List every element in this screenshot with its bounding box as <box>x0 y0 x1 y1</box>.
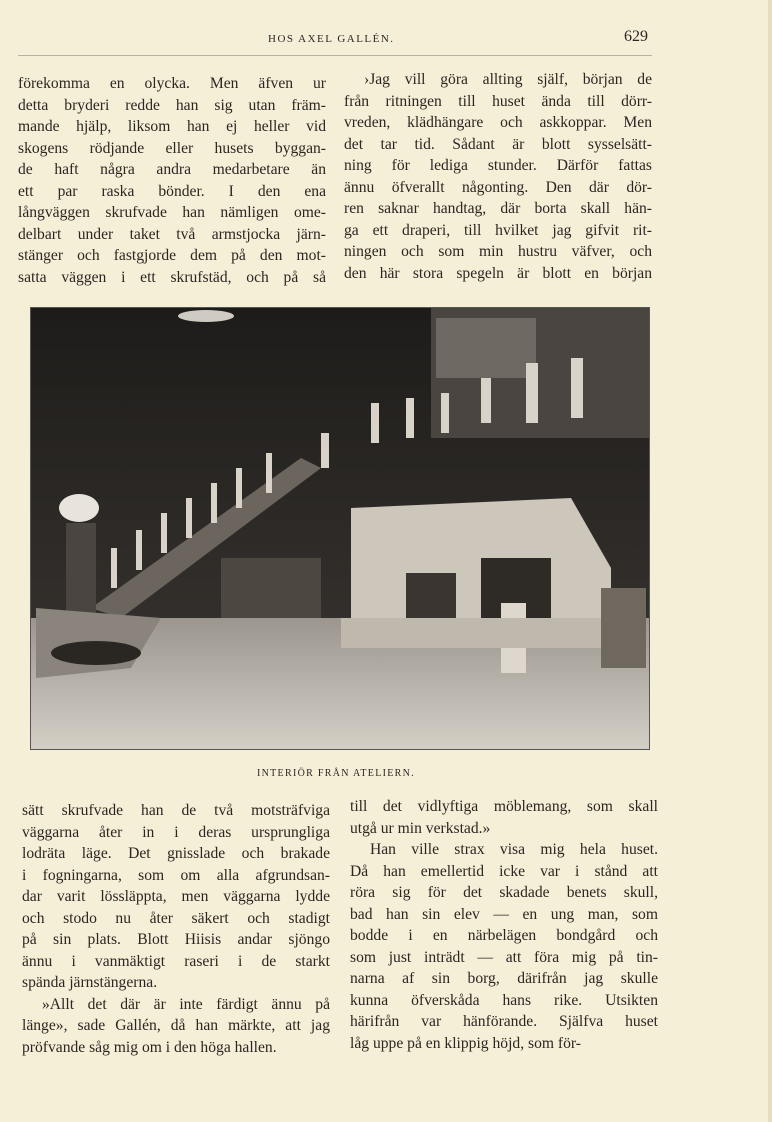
text-line: ren saknar handtag, där borta skall hän- <box>344 200 652 217</box>
running-head: HOS AXEL GALLÉN. <box>268 33 395 45</box>
text-line: länge», sade Gallén, då han märkte, att jag <box>22 1017 330 1034</box>
text-line: som just inträdt — att föra mig på tin- <box>350 948 658 966</box>
page-number: 629 <box>624 28 648 45</box>
text-line: »Allt det där är inte färdigt ännu på <box>42 995 330 1013</box>
text-line: i fogningarna, som om alla afgrundsan- <box>22 866 330 884</box>
text-line: röra sig för det skadade benets skull, <box>350 884 658 901</box>
atelier-interior-photo <box>30 307 650 750</box>
text-line: ännu öfverallt någonting. Den där dör- <box>344 178 652 196</box>
text-line: härifrån var hänförande. Själfva huset <box>350 1013 658 1030</box>
text-line: spända järnstängerna. <box>22 974 158 991</box>
text-line: skogens rödjande eller husets byggan- <box>18 139 326 157</box>
bottom-right-column <box>350 796 658 1054</box>
text-line: förekomma en olycka. Men äfven ur <box>18 75 326 92</box>
text-line: och stodo nu åter säkert och stadigt <box>22 909 330 927</box>
bottom-left-column <box>22 800 330 1058</box>
text-line: det tar tid. Sådant är blott sysselsätt- <box>344 135 652 153</box>
text-line: lodräta läge. Det gnisslade och brakade <box>22 845 330 862</box>
page-edge <box>768 0 772 1122</box>
text-line: sätt skrufvade han de två motsträfviga <box>22 802 330 819</box>
text-line: vreden, klädhängare och askkoppar. Men <box>344 114 652 131</box>
text-line: Han ville strax visa mig hela huset. <box>370 841 658 858</box>
header-rule <box>18 55 652 56</box>
text-line: ›Jag vill göra allting själf, början de <box>364 71 652 88</box>
text-line: ett par raska bönder. I den ena <box>18 182 326 200</box>
text-line: Då han emellertid icke var i stånd att <box>350 862 658 880</box>
text-line: bodde i en närbelägen bondgård och <box>350 927 658 944</box>
text-line: utgå ur min verkstad.» <box>350 819 491 837</box>
figure-caption: INTERIÖR FRÅN ATELIERN. <box>257 768 415 779</box>
text-line: den här stora spegeln är blott en början <box>344 264 652 282</box>
text-line: på sin plats. Blott Hiisis andar sjöngo <box>22 931 330 948</box>
text-line: bad han sin elev — en ung man, som <box>350 905 658 923</box>
text-line: kunna öfverskåda hans rike. Utsikten <box>350 991 658 1009</box>
text-line: från ritningen till huset ända till dörr- <box>344 92 652 110</box>
text-line: ännu i vanmäktigt raseri i de starkt <box>22 952 330 970</box>
text-line: låg uppe på en klippig höjd, som för- <box>350 1034 581 1052</box>
text-line: ning för lediga stunder. Därför fattas <box>344 157 652 174</box>
text-line: väggarna åter in i deras ursprungliga <box>22 823 330 841</box>
text-line: de haft några andra medarbetare än <box>18 161 326 178</box>
text-line: narna af sin borg, därifrån jag skulle <box>350 970 658 987</box>
top-right-column <box>344 69 652 284</box>
text-line: ga ett draperi, till hvilket jag gifvit rit- <box>344 221 652 239</box>
text-line: delbart under taket två armstjocka järn- <box>18 225 326 243</box>
top-left-column <box>18 73 326 288</box>
text-line: stänger och fastgjorde dem på den mot- <box>18 247 326 264</box>
text-line: detta bryderi redde han sig utan främ- <box>18 96 326 114</box>
text-line: pröfvande såg mig om i den höga hallen. <box>22 1038 277 1056</box>
text-line: till det vidlyftiga möblemang, som skall <box>350 798 658 815</box>
text-line: ningen och som min hustru väfver, och <box>344 243 652 260</box>
text-line: satta väggen i ett skrufstäd, och på så <box>18 268 326 286</box>
text-line: långväggen skrufvade han nämligen ome- <box>18 204 326 221</box>
text-line: mande hjälp, liksom han ej heller vid <box>18 118 326 135</box>
text-line: dar varit lössläppta, men väggarna lydde <box>22 888 330 905</box>
